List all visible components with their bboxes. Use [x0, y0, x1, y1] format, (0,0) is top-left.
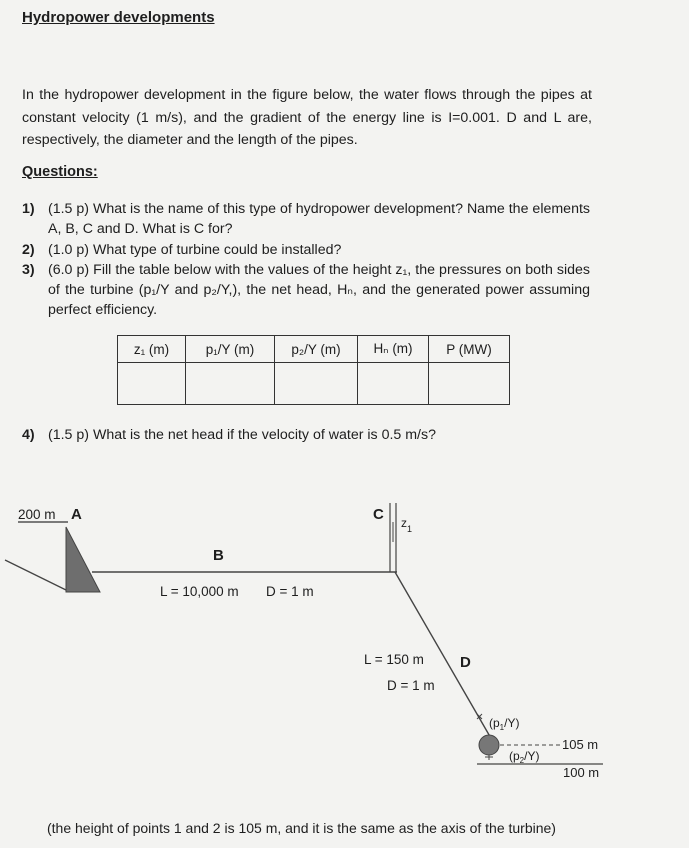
question-text: (1.5 p) What is the name of this type of hydropower development? Name the elements A, B, C and D. What is C for? — [48, 201, 590, 237]
table-header-z1: z₁ (m) — [118, 336, 186, 363]
label-a: A — [71, 506, 82, 523]
axis-level-label: 105 m — [562, 737, 599, 752]
p1-label: $(p_1/\Upsilon)$ — [489, 716, 520, 732]
question-number: 1) — [22, 201, 35, 217]
p2-label: $(p_2/\Upsilon)$ — [509, 749, 540, 765]
reservoir-level-label: 200 m — [18, 507, 56, 522]
label-c: C — [373, 506, 384, 523]
label-d: D — [460, 654, 471, 671]
z1-label: $z_1$ — [401, 516, 413, 534]
questions-heading: Questions: — [22, 164, 98, 180]
base-level-label: 100 m — [563, 765, 600, 780]
table-header-p1: p₁/Υ (m) — [186, 336, 275, 363]
question-text: (6.0 p) Fill the table below with the values of the height z₁, the pressures on both sides of the turbine (p₁/Υ and p₂/Υ,), the net head, Hₙ, and the generated power assuming perfect efficiency. — [48, 262, 590, 318]
question-number: 2) — [22, 242, 35, 258]
pipe2-length-label: L = 150 m — [364, 652, 424, 667]
table-header-p2: p₂/Υ (m) — [275, 336, 358, 363]
footer-note: (the height of points 1 and 2 is 105 m, and it is the same as the axis of the turbine) — [47, 820, 556, 836]
pipe2-diameter-label: D = 1 m — [387, 678, 435, 693]
table-header-power: P (MW) — [429, 336, 510, 363]
turbine — [479, 735, 499, 755]
intro-paragraph: In the hydropower development in the figure below, the water flows through the pipes at constant velocity (1 m/s), and the gradient of the energy line is I=0.001. D and L are, respectively, the diameter and the length of the pipes. — [22, 87, 592, 148]
pipe1-length-label: L = 10,000 m — [160, 584, 239, 599]
question-text: (1.5 p) What is the net head if the velocity of water is 0.5 m/s? — [48, 427, 436, 443]
question-number: 4) — [22, 427, 35, 443]
dam-a — [66, 527, 100, 592]
valley-slope-line — [5, 560, 66, 590]
pipe1-diameter-label: D = 1 m — [266, 584, 314, 599]
question-number: 3) — [22, 262, 35, 278]
table-header-hn: Hₙ (m) — [358, 336, 429, 363]
question-text: (1.0 p) What type of turbine could be installed? — [48, 242, 342, 258]
page-title: Hydropower developments — [22, 9, 215, 26]
label-b: B — [213, 547, 224, 564]
